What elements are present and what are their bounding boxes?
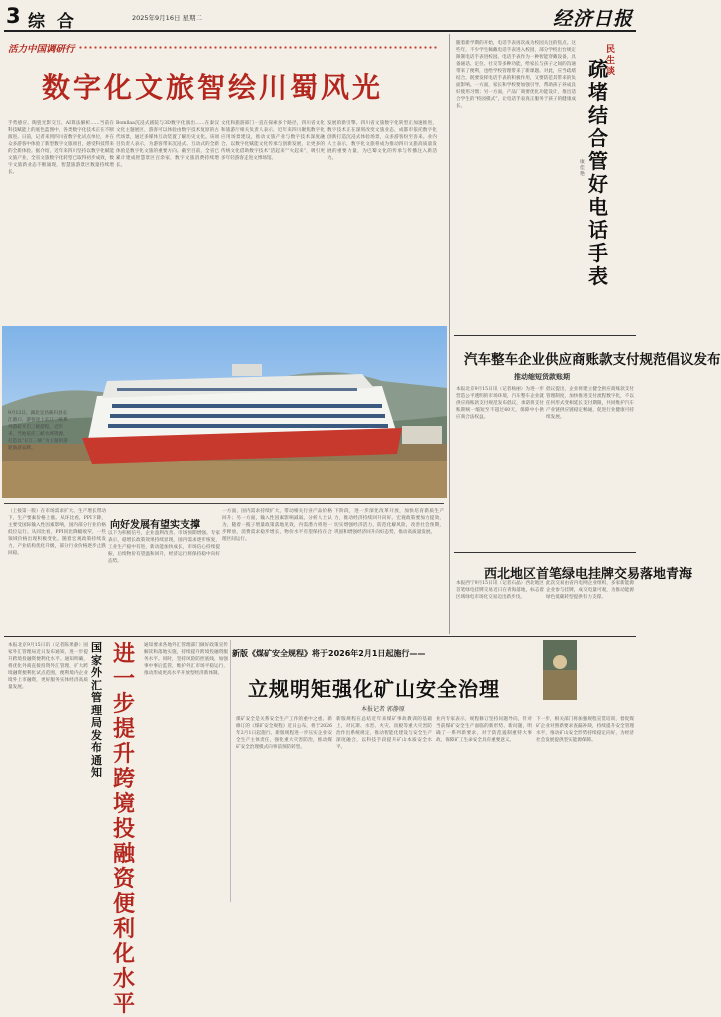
masthead-logo: 经济日报 — [553, 8, 634, 30]
body-text-lower3: 一方面，国内需求持续扩大，带动相关行业产品价格回升；另一方面，输入性因素影响减弱。分析人士认为，随着一揽子增量政策落地见效，内需潜力将进一步释放，消费需求稳步增长，物价水平有望保持在合理区间运行。 — [222, 509, 332, 542]
section-rule — [454, 552, 636, 553]
mining-body-col3: 业内专家表示，规程修订坚持问题导向，针对当前煤矿安全生产面临的新形势、新问题，明确了一系列新要求，对于防范遏制重特大事故、保障矿工生命安全具有重要意义。 — [436, 717, 532, 743]
commentary-headline: 疏堵结合管好电话手表 — [588, 57, 608, 288]
body-text-col2: Bomllaa沉浸式剧院与3D数字化演出……在秦汉文化主题展区，游客可以体验由数字技术复原的古代场景，通过多媒体互动装置了解历史文化。该项目负责人表示，为游客带来沉浸式、互动式的全新体验是数字化文旅的重要方向。截至目前，全省已累计建成智慧景区百余家，数字文旅消费持续增长。 — [116, 121, 219, 168]
auto-dateline: 本报北京9月15日讯（记者杨丽） — [456, 387, 526, 392]
section-rule — [4, 636, 636, 637]
commentary-author: 康佳艳 — [580, 160, 585, 177]
body-text-lower2: 以下为积极信号，企业盈利改善、市场预期增强。专家表示，稳增长政策效果持续显现，国内需求逐步恢复，工业生产稳中有进，新动能加快成长，市场信心持续提振，后续物价有望温和回升，经济运行将保持稳中向好态势。 — [108, 531, 220, 564]
mining-byline: 本报记者 郭静原 — [361, 706, 405, 713]
forex-body-col2: 通知要求各地外汇管理部门做好政策宣传解读和落地实施，持续提升跨境投融资服务水平。同时，坚持风险防控底线，加强事中事后监管，维护外汇市场平稳运行，推动形成更高水平开放型经济新体制。 — [144, 643, 228, 676]
forex-body-col1: 本报北京9月15日讯（记者陈果静）国家外汇管理局近日发布通知，进一步提升跨境投融资便利化水平。通知明确，将优化外商直接投资外汇管理，扩大跨境融资便利化试点范围，便利境内企业境外上市融资，更好服务实体经济高质量发展。 — [8, 643, 88, 690]
main-headline: 数字化文旅智绘川蜀风光 — [42, 71, 384, 104]
auto-subheading: 推动缩短货款账期 — [514, 373, 570, 381]
column-tag: 活力中国调研行 — [8, 44, 75, 55]
body-text-col3: 文化和旅游部门一直在探索多个路径，四川省文化和旅游厅相关负责人表示，近年来四川聚焦数字化应用场景建设，推动文旅产业与数字技术深度融合，以数字化赋能文化传承与创新发展，让更多的传统文化借助数字技术“活起来”“火起来”，吸引更多年轻游客走进文博场馆。 — [221, 121, 325, 161]
west-body-col2: 此次交易由省内电网企业组织，多家新能源企业参与挂牌，成交电量可观，为推动能源绿色低碳转型提供有力支撑。 — [546, 581, 634, 600]
forex-dateline: 本报北京9月15日讯 — [8, 643, 51, 648]
body-text-col4: 发展的新引擎。四川省文旅数字化转型正加速推进，数字技术正在深刻改变文旅业态，成都市依托数字化创新打造沉浸式体验场景，众多游客纷至沓来。业内人士表示，数字化文旅将成为推动四川文旅高质量发展的重要力量，为巴蜀文化的传承与传播注入新活力。 — [327, 121, 437, 161]
mining-body-col4: 下一步，相关部门将加强规程宣贯培训，督促煤矿企业对照新要求查漏补缺，持续提升安全管理水平，推动矿山安全形势持续稳定向好，为经济社会发展提供坚实能源保障。 — [536, 717, 634, 743]
forex-kicker: 国家外汇管理局发布通知 — [91, 641, 102, 779]
header-rule — [4, 30, 636, 32]
issue-date: 2025年9月16日 星期二 — [132, 14, 203, 22]
west-body-col1: 本报西宁9月15日讯（记者石晶）西北地区首笔绿电挂牌交易近日在青海落地，标志着区域绿电市场化交易迈出新步伐。 — [456, 581, 544, 600]
column-divider — [449, 34, 450, 634]
auto-body-col1: 本报北京9月15日讯（记者杨丽）为进一步营造公平透明的市场环境，汽车整车企业就供应商账款支付规范发布倡议，承诺将支付账期统一缩短至不超过60天，保障中小供应商合法权益。 — [456, 387, 544, 420]
mining-headline: 立规明矩强化矿山安全治理 — [248, 677, 500, 701]
decorative-dot-band — [78, 45, 438, 51]
forex-headline: 进一步提升跨境投融资便利化水平 — [113, 642, 136, 1017]
west-dateline: 本报西宁9月15日讯（记者石晶） — [456, 581, 526, 586]
west-headline: 西北地区首笔绿电挂牌交易落地青海 — [484, 567, 693, 582]
photo-caption: 9月12日，湖北宜昌秭归县长江港口，游客登上长江三峡系列游轮开启三峡游程。近年来，当地依托三峡水域资源，打造以“长江三峡”为主题的游轮旅游品牌。 — [8, 411, 68, 451]
commentary-tag: 民生谈 — [606, 45, 616, 77]
body-text-col1: 手势感应、陶瓷光影交互、AI算法解析……当前在科技赋能上的底色蓝图中，各类数字化技术正在不断演进。日前，记者来到四川省数字化试点单位，并在众多游客中体验了新型数字文旅项目，感受科技带来的全新体验。据介绍，近年来四川坚持以数字化赋能文旅产业，全省文旅数字化转型已取得初步成效，数字文旅新业态不断涌现，智慧旅游景区数量持续增长。 — [8, 121, 114, 175]
body-text-lower1: （上接第一版）在市场需求扩大、生产增长带动下，生产要素价格上涨。从环比看，PPI下降，主要受国际输入性因素影响，国内部分行业价格低位运行。从同比看，PPI同比降幅收窄，一些领域价格出现积极变化。随着宏观政策持续发力，产业结构优化升级，部分行业价格逐步止跌回稳。 — [8, 509, 106, 556]
page-number: 3 — [6, 4, 21, 28]
auto-body-col2: 倡议提出，企业将建立健全供应商账款支付管理制度，加快推进支付流程数字化，不以任何形式变相延长支付期限，共同维护汽车产业链供应链稳定畅通，促进行业健康可持续发展。 — [546, 387, 634, 420]
subheading: 向好发展有望实支撑 — [110, 520, 200, 531]
commentary-body: 随着新学期的开始，电话手表再次成为校园关注的焦点。这些年，不少学生佩戴电话手表进入校园，部分学校出台规定限制电话手表进校园。电话手表作为一种智能穿戴设备，具备通话、定位、社交等多种功能，给家长与孩子之间的沟通带来了便利，也给学校管理带来了新课题。对此，应当疏堵结合，既要发挥电话手表的积极作用，又要防范其带来的负面影响。一方面，家长和学校要加强引导，帮助孩子养成良好使用习惯；另一方面，产品厂商要优化功能设计，推出适合学生的“校园模式”，让电话手表真正服务于孩子的健康成长。 — [456, 41, 576, 109]
section-title: 综 合 — [28, 12, 77, 32]
body-text-lower4: 下阶段，进一步深化改革开放，加快培育新质生产力，推动经济持续回升向好。宏观政策要加力提效，切实增强经济活力，防范化解风险，改善社会预期，巩固和增强经济回升向好态势，推动高质量发展。 — [334, 509, 444, 535]
mining-kicker: 新版《煤矿安全规程》将于2026年2月1日起施行—— — [232, 649, 426, 658]
auto-headline: 汽车整车企业供应商账款支付规范倡议发布 — [464, 352, 721, 368]
mining-body-col1: 煤矿安全是关系安全生产工作的重中之重。新修订的《煤矿安全规程》近日公布，将于2026年2月1日起施行。新版规程进一步压实企业安全生产主体责任，强化重大灾害防治，推动煤矿安全治理模式向事前预防转型。 — [236, 717, 332, 750]
mining-body-col2: 新版规程在总结近年来煤矿事故教训的基础上，对瓦斯、水害、火灾、顶板等重大灾害防治作出系统规定，推动智能化建设与安全生产深度融合，以科技手段提升矿山本质安全水平。 — [336, 717, 432, 750]
column-divider — [230, 640, 231, 902]
section-rule — [4, 503, 444, 504]
mining-photo — [543, 640, 577, 700]
section-rule — [454, 335, 636, 336]
